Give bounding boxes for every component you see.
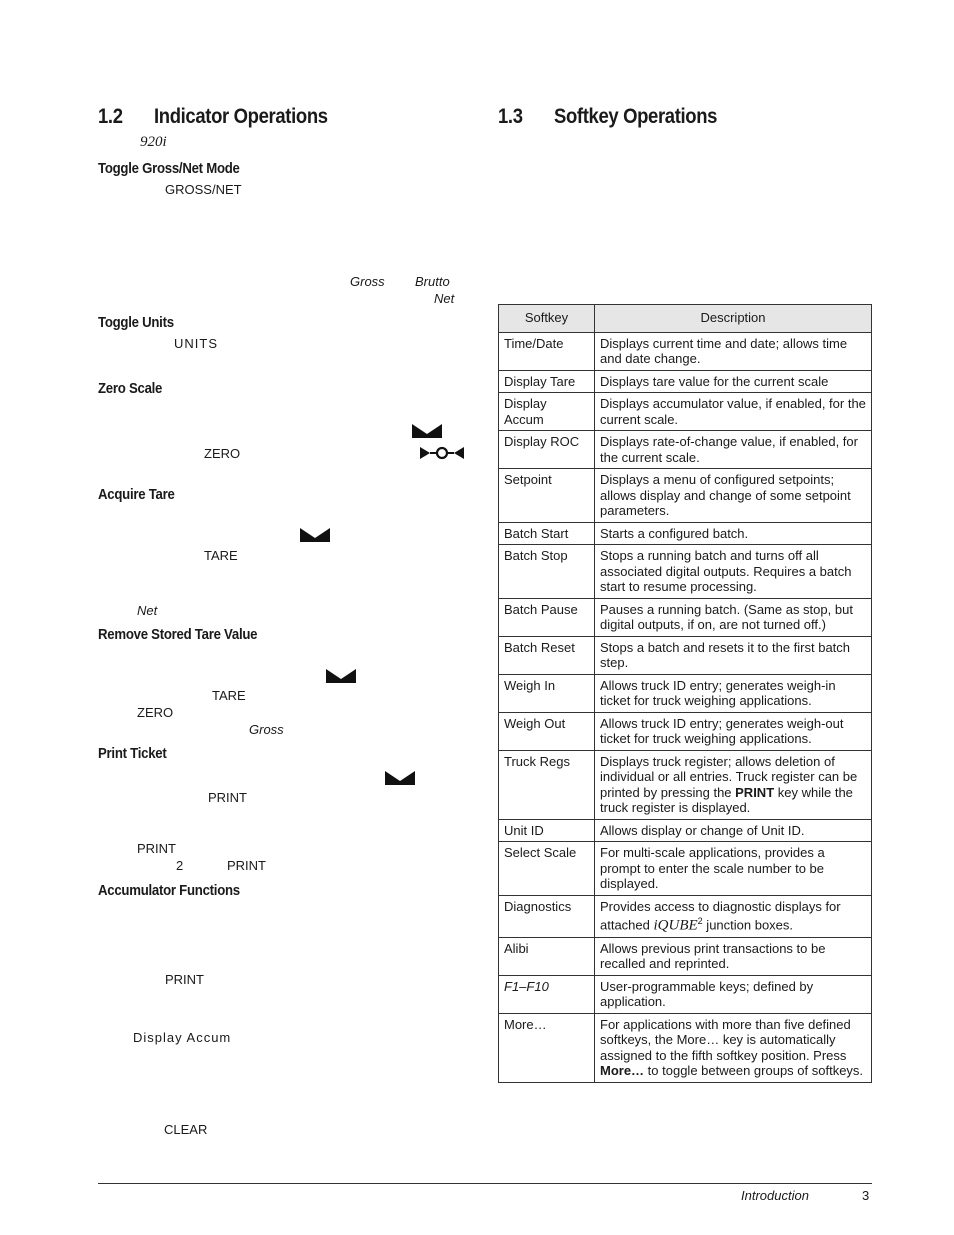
table-row [499,522,872,545]
section-13-number: 1.3 [498,105,523,128]
standstill-icon [412,424,442,438]
page-number: 3 [862,1188,870,1203]
softkey-cell: Batch Stop [499,545,595,599]
softkey-cell: Batch Start [499,522,595,545]
description-cell: Displays accumulator value, if enabled, for the current scale. [595,393,872,431]
section-12-title: Indicator Operations [154,105,328,128]
softkey-cell: More… [499,1013,595,1082]
standstill-icon [300,528,330,542]
model-name: 920i [140,134,167,150]
footer-rule [98,1183,872,1184]
label-net-tare: Net [137,603,158,618]
label-brutto: Brutto [415,274,450,289]
key-print: PRINT [208,790,247,805]
description-text: junction boxes. [702,917,794,933]
key-gross-net: GROSS/NET [165,182,242,197]
heading-remove-tare: Remove Stored Tare Value [98,626,258,643]
softkey-cell: Weigh Out [499,712,595,750]
softkey-cell: Diagnostics [499,895,595,937]
table-row [499,370,872,393]
description-cell: Displays tare value for the current scale [595,370,872,393]
description-cell: Allows previous print transactions to be recalled and reprinted. [595,937,872,975]
softkey-cell: Select Scale [499,842,595,896]
description-cell [595,895,872,937]
label-net: Net [434,291,455,306]
softkey-cell: Display ROC [499,431,595,469]
softkey-cell: Display Accum [499,393,595,431]
description-text: to toggle between groups of softkeys. [644,1063,864,1079]
iqube-label: iQUBE [653,917,698,934]
key-tare: TARE [204,548,238,563]
table-row [499,545,872,599]
description-cell: Starts a configured batch. [595,522,872,545]
softkey-cell: Display Tare [499,370,595,393]
description-cell: User-programmable keys; defined by application. [595,975,872,1013]
description-text: Provides access to diagnostic displays for attached [600,898,841,933]
key-print-2: PRINT [137,841,176,856]
key-tare-remove: TARE [212,688,246,703]
softkey-cell: Weigh In [499,674,595,712]
softkey-cell: Alibi [499,937,595,975]
table-row [499,895,872,937]
zero-center-icon [420,445,466,461]
standstill-icon [385,771,415,785]
table-row [499,712,872,750]
description-cell: Allows display or change of Unit ID. [595,819,872,842]
table-row [499,1013,872,1082]
more-key-label: More… [600,1063,645,1079]
key-print-3: PRINT [227,858,266,873]
header-description: Description [595,305,872,333]
description-cell: For multi-scale applications, provides a prompt to enter the scale number to be displayed. [595,842,872,896]
section-13-title: Softkey Operations [554,105,718,128]
number-two: 2 [176,858,184,873]
key-zero: ZERO [204,446,241,461]
heading-accumulator: Accumulator Functions [98,882,240,899]
label-gross-remove: Gross [249,722,284,737]
table-row [499,750,872,819]
table-row [499,937,872,975]
header-softkey: Softkey [499,305,595,333]
description-cell [595,1013,872,1082]
description-cell: Displays a menu of configured setpoints; allows display and change of some setpoint parameters. [595,469,872,523]
key-print-accum: PRINT [165,972,204,987]
description-cell: Allows truck ID entry; generates weigh-out ticket for truck weighing applications. [595,712,872,750]
description-cell [595,750,872,819]
table-row [499,842,872,896]
table-row [499,819,872,842]
print-key-label: PRINT [735,784,775,800]
description-cell: Pauses a running batch. (Same as stop, but digital outputs, if on, are not turned off.) [595,598,872,636]
description-cell: Allows truck ID entry; generates weigh-in ticket for truck weighing applications. [595,674,872,712]
key-clear: CLEAR [164,1122,208,1137]
table-row [499,332,872,370]
table-row [499,469,872,523]
description-text: key while the truck register is displayed. [600,784,853,815]
heading-toggle-gross-net: Toggle Gross/Net Mode [98,160,240,177]
label-gross: Gross [350,274,385,289]
footer-section: Introduction [741,1188,809,1203]
key-zero-remove: ZERO [137,705,174,720]
softkey-cell: Batch Pause [499,598,595,636]
table-row [499,431,872,469]
table-row [499,636,872,674]
softkey-cell: Unit ID [499,819,595,842]
table-row [499,975,872,1013]
heading-zero-scale: Zero Scale [98,380,163,397]
key-display-accum: Display Accum [133,1030,232,1045]
standstill-icon [326,669,356,683]
section-12-number: 1.2 [98,105,123,128]
softkey-cell: F1–F10 [499,975,595,1013]
table-row [499,393,872,431]
description-text: For applications with more than five defined softkeys, the More… key is automatically assigned to the fifth softkey position. Press [600,1016,851,1063]
softkey-cell: Time/Date [499,332,595,370]
heading-toggle-units: Toggle Units [98,314,174,331]
description-cell: Stops a running batch and turns off all associated digital outputs. Requires a batch start to resume processing. [595,545,872,599]
softkey-cell: Batch Reset [499,636,595,674]
key-units: UNITS [174,336,218,351]
table-header-row [499,305,872,333]
softkey-table [498,304,872,1083]
iqube-superscript: 2 [697,916,703,926]
heading-acquire-tare: Acquire Tare [98,486,175,503]
softkey-cell: Truck Regs [499,750,595,819]
description-cell: Stops a batch and resets it to the first batch step. [595,636,872,674]
table-row [499,598,872,636]
description-text: Displays truck register; allows deletion of individual or all entries. Truck register can be printed by pressing the [600,753,858,800]
table-row [499,674,872,712]
description-cell: Displays rate-of-change value, if enabled, for the current scale. [595,431,872,469]
description-cell: Displays current time and date; allows time and date change. [595,332,872,370]
heading-print-ticket: Print Ticket [98,745,167,762]
softkey-cell: Setpoint [499,469,595,523]
